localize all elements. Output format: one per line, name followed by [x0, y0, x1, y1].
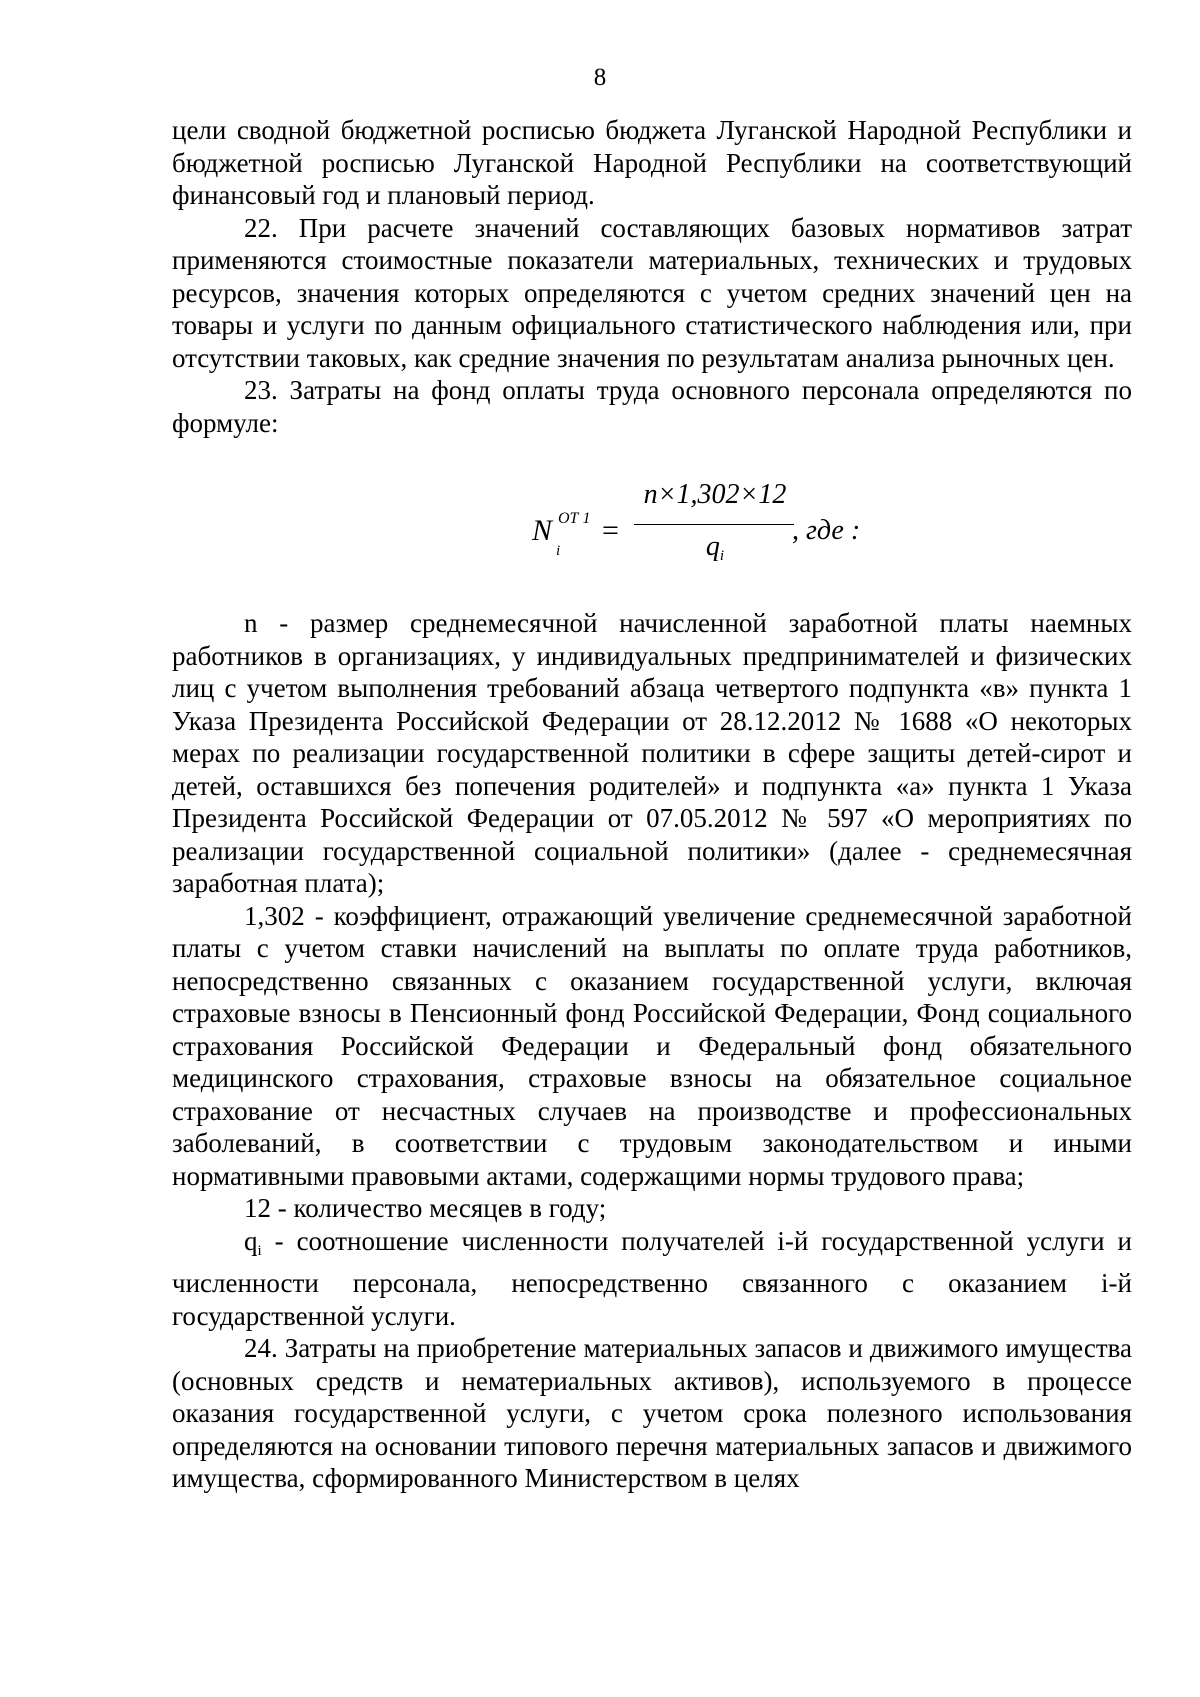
definition-coefficient: 1,302 - коэффициент, отражающий увеличение среднемесячной заработной платы с учетом ставки начислений на выплаты по оплате труда работников, непосредственно связанных с оказанием государственной услуги, включая страховые взносы в Пенсионный фонд Российской Федерации, Фонд социального страхования Российской Федерации и Федеральный фонд обязательного медицинского страхования, страховые взносы на обязательное социальное страхование от несчастных случаев на производстве и профессиональных заболеваний, в соответствии с трудовым законодательством и иными нормативными правовыми актами, содержащими нормы трудового права;: [172, 900, 1132, 1191]
definition-n: n - размер среднемесячной начисленной заработной платы наемных работников в организациях, у индивидуальных предпринимателей и физических лиц с учетом выполнения требований абзаца четвертого подпункта «в» пункта 1 Указа Президента Российской Федерации от 28.12.2012 № 1688 «О некоторых мерах по реализации государственной политики в сфере защиты детей-сирот и детей, оставшихся без попечения родителей» и подпункта «а» пункта 1 Указа Президента Российской Федерации от 07.05.2012 № 597 «О мероприятиях по реализации государственной социальной политики» (далее - среднемесячная заработная плата);: [172, 608, 1132, 898]
page-number: 8: [593, 64, 607, 91]
qi-subscript: i: [257, 1242, 262, 1259]
definition-qi: [172, 1225, 1132, 1333]
formula-labor-cost: [172, 475, 1132, 579]
formula-lhs-superscript: ОТ 1: [558, 510, 591, 527]
document-body: [172, 114, 1132, 1495]
qi-text: - соотношение численности получателей i-й государственной услуги и численности персонала, непосредственно связанного с оказанием i-й государственной услуги.: [172, 1225, 1132, 1331]
formula-lhs-symbol: N: [532, 514, 553, 547]
fraction-bar: [634, 524, 794, 525]
formula-numerator: n×1,302×12: [643, 479, 787, 510]
paragraph-continuation: цели сводной бюджетной росписью бюджета Луганской Народной Республики и бюджетной росписью Луганской Народной Республики на соответствующий финансовый год и плановый период.: [172, 115, 1132, 210]
formula-denominator-symbol: q: [705, 531, 720, 562]
formula-where: , где :: [792, 515, 861, 546]
formula-denominator-subscript: i: [719, 548, 725, 564]
paragraph-24: 24. Затраты на приобретение материальных запасов и движимого имущества (основных средств и нематериальных активов), используемого в процессе оказания государственной услуги, с учетом срока полезного использования определяются на основании типового перечня материальных запасов и движимого имущества, сформированного Министерством в целях: [172, 1333, 1132, 1493]
paragraph-23: 23. Затраты на фонд оплаты труда основного персонала определяются по формуле:: [172, 375, 1132, 438]
definition-months: 12 - количество месяцев в году;: [244, 1193, 607, 1223]
formula-lhs-subscript: i: [556, 543, 561, 559]
formula-denominator: [640, 531, 790, 573]
formula-lhs: [532, 510, 591, 559]
paragraph-22: 22. При расчете значений составляющих базовых нормативов затрат применяются стоимостные показатели материальных, технических и трудовых ресурсов, значения которых определяются с учетом средних значений цен на товары и услуги по данным официального статистического наблюдения или, при отсутствии таковых, как средние значения по результатам анализа рыночных цен.: [172, 212, 1132, 373]
formula-equals: =: [602, 514, 619, 547]
qi-symbol: q: [244, 1225, 258, 1256]
